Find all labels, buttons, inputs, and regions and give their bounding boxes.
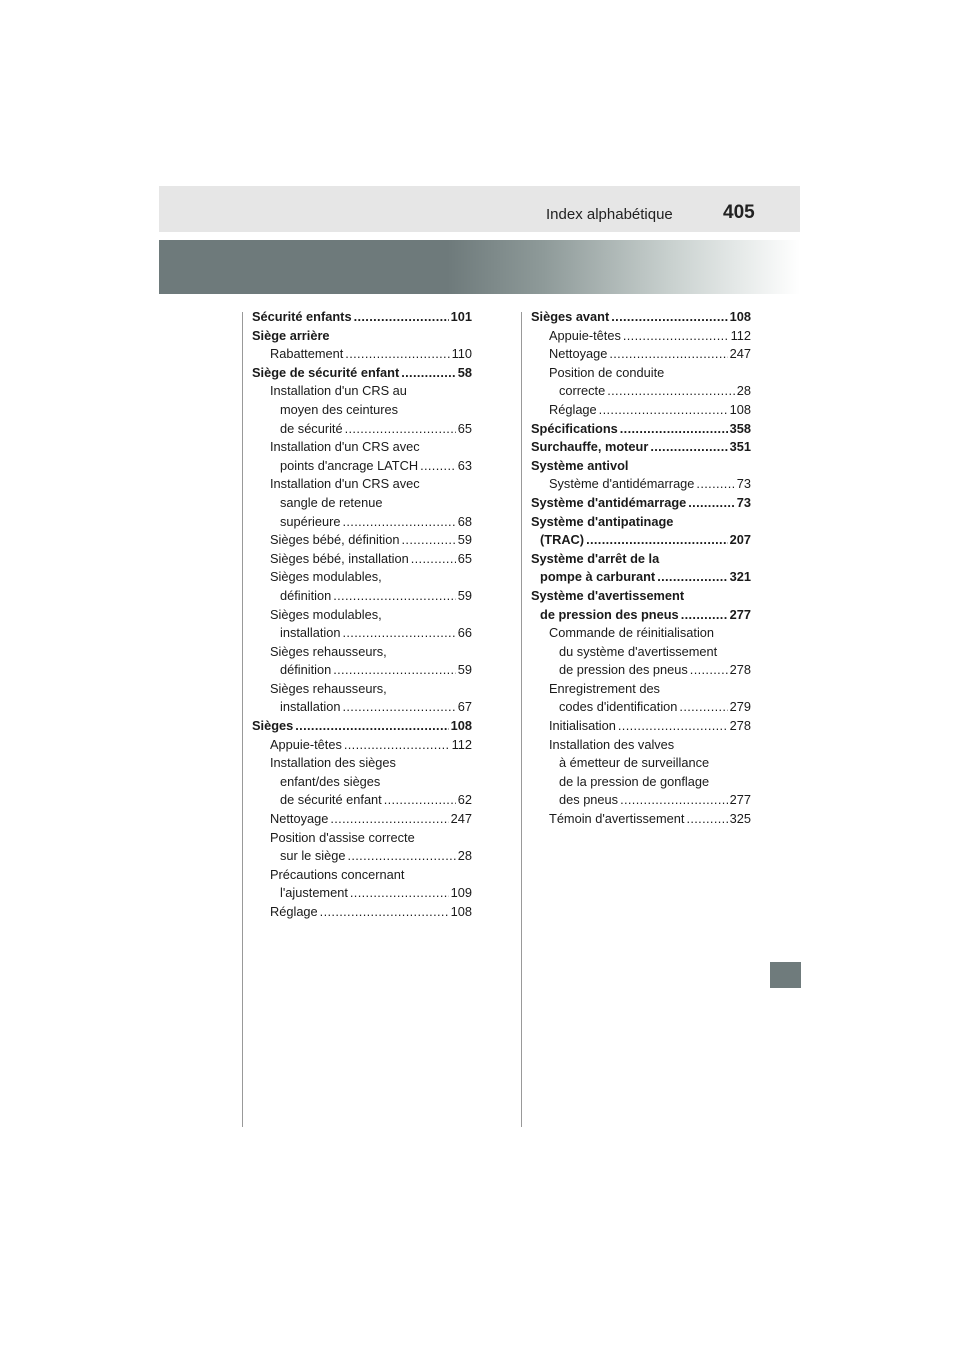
index-subentry: Position de conduite: [549, 364, 665, 380]
index-subentry: Précautions concernant: [270, 866, 405, 882]
index-entry: Système d'avertissement: [531, 587, 685, 603]
index-entry: Spécifications . . . 358: [531, 420, 751, 439]
index-subentry: Initialisation . . . 278: [531, 717, 751, 736]
index-subentry: Réglage . . . 108: [252, 903, 472, 922]
index-entry: Sièges avant . . . 108: [531, 308, 751, 327]
index-subentry: Sièges rehausseurs,: [270, 643, 387, 659]
section-band: [159, 240, 800, 294]
index-entry: Siège arrière: [252, 327, 330, 343]
index-subentry: Position d'assise correcte: [270, 829, 415, 845]
index-subentry-cont: définition . . . 59: [252, 587, 472, 606]
index-subentry: Appuie-têtes . . . 112: [531, 327, 751, 346]
index-subentry-cont: points d'ancrage LATCH . . . 63: [252, 457, 472, 476]
index-column-2: [531, 308, 751, 829]
index-subentry-cont: sangle de retenue: [280, 494, 383, 510]
index-subentry-cont: du système d'avertissement: [559, 643, 718, 659]
index-subentry: Installation des sièges: [270, 755, 396, 771]
index-subentry: Appuie-têtes . . . 112: [252, 736, 472, 755]
index-entry: Sécurité enfants . . . 101: [252, 308, 472, 327]
index-subentry-cont: des pneus . . . 277: [531, 791, 751, 810]
index-subentry-cont: l'ajustement . . . 109: [252, 884, 472, 903]
index-entry: Système d'antipatinage: [531, 513, 674, 529]
index-subentry: Sièges bébé, définition . . . 59: [252, 531, 472, 550]
index-subentry: Commande de réinitialisation: [549, 625, 715, 641]
index-subentry-cont: de sécurité enfant . . . 62: [252, 791, 472, 810]
index-column-1: [252, 308, 472, 922]
index-subentry: Installation des valves: [549, 736, 675, 752]
index-subentry-cont: moyen des ceintures: [280, 401, 399, 417]
index-subentry-cont: sur le siège . . . 28: [252, 847, 472, 866]
index-entry: Siège de sécurité enfant . . . 58: [252, 364, 472, 383]
index-subentry: Sièges rehausseurs,: [270, 680, 387, 696]
index-entry-cont: pompe à carburant . . . 321: [531, 568, 751, 587]
index-subentry: Système d'antidémarrage . . . 73: [531, 475, 751, 494]
index-subentry: Sièges bébé, installation . . . 65: [252, 550, 472, 569]
index-subentry: Nettoyage . . . 247: [531, 345, 751, 364]
index-entry: Système d'antidémarrage . . . 73: [531, 494, 751, 513]
index-entry-cont: (TRAC) . . . 207: [531, 531, 751, 550]
index-subentry-cont: enfant/des sièges: [280, 773, 381, 789]
index-subentry: Rabattement . . . 110: [252, 345, 472, 364]
index-subentry-cont: correcte . . . 28: [531, 382, 751, 401]
header-title: Index alphabétique: [546, 206, 673, 223]
index-entry-cont: de pression des pneus . . . 277: [531, 606, 751, 625]
index-subentry-cont: de pression des pneus . . . 278: [531, 661, 751, 680]
index-subentry: Témoin d'avertissement . . . 325: [531, 810, 751, 829]
index-subentry: Nettoyage . . . 247: [252, 810, 472, 829]
index-subentry: Installation d'un CRS au: [270, 383, 407, 399]
index-subentry-cont: supérieure . . . 68: [252, 513, 472, 532]
index-subentry-cont: codes d'identification . . . 279: [531, 698, 751, 717]
index-subentry-cont: à émetteur de surveillance: [559, 755, 710, 771]
index-subentry-cont: définition . . . 59: [252, 661, 472, 680]
index-subentry: Installation d'un CRS avec: [270, 476, 420, 492]
index-subentry-cont: installation . . . 67: [252, 698, 472, 717]
index-subentry-cont: de sécurité . . . 65: [252, 420, 472, 439]
page-number: 405: [723, 202, 755, 223]
index-entry: Système antivol: [531, 457, 629, 473]
index-thumb-tab: [770, 962, 801, 988]
index-entry: Surchauffe, moteur . . . 351: [531, 438, 751, 457]
index-entry: Système d'arrêt de la: [531, 550, 660, 566]
index-subentry: Réglage . . . 108: [531, 401, 751, 420]
index-subentry: Sièges modulables,: [270, 569, 382, 585]
column-rule-middle: [521, 312, 522, 1127]
index-subentry-cont: installation . . . 66: [252, 624, 472, 643]
header-bar: [159, 186, 800, 232]
index-entry: Sièges . . . 108: [252, 717, 472, 736]
index-subentry: Installation d'un CRS avec: [270, 439, 420, 455]
index-subentry-cont: de la pression de gonflage: [559, 773, 710, 789]
index-subentry: Enregistrement des: [549, 680, 660, 696]
column-rule-left: [242, 312, 243, 1127]
index-subentry: Sièges modulables,: [270, 606, 382, 622]
